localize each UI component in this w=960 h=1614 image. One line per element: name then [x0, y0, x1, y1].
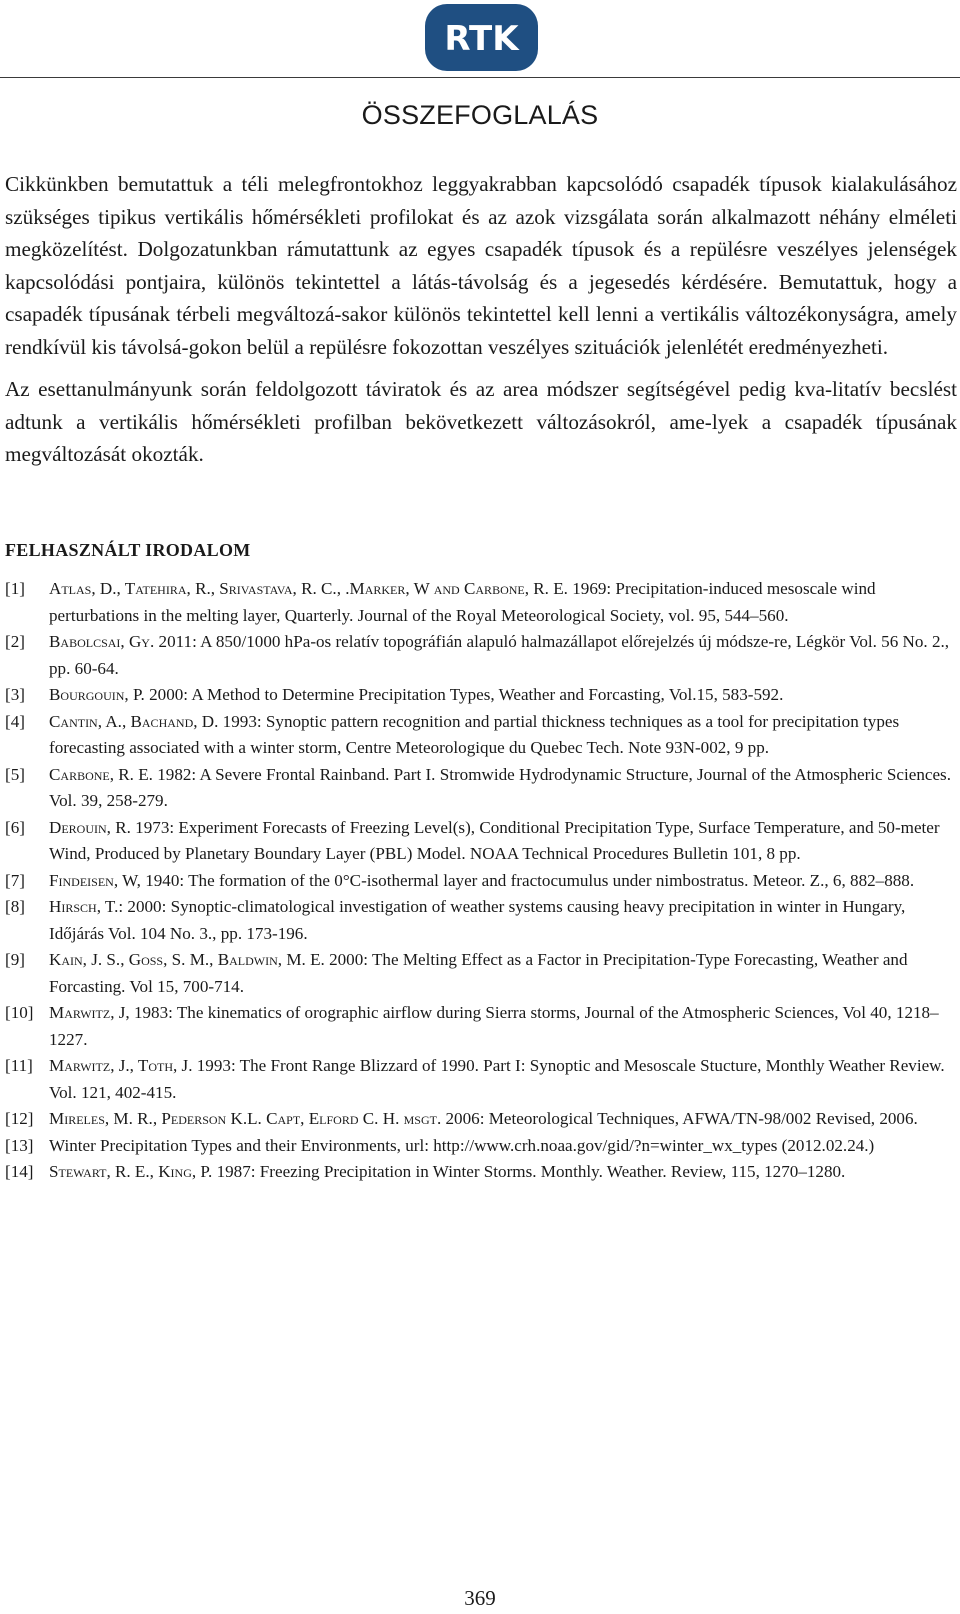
reference-item — [5, 1000, 955, 1053]
reference-number: [13] — [5, 1135, 34, 1155]
reference-number: [12] — [5, 1109, 34, 1128]
reference-details: 2011: A 850/1000 hPa-os relatív topográfián alapuló halmazállapot előrejelzés új módsze-re, Légkör Vol. 56 No. 2., pp. 60-64. — [49, 632, 950, 678]
reference-item — [5, 629, 955, 682]
reference-details: 1983: The kinematics of orographic airflow during Sierra storms, Journal of the Atmospheric Sciences, Vol 40, 1218–1227. — [49, 1003, 939, 1049]
reference-number: [9] — [5, 950, 25, 969]
reference-text — [49, 947, 955, 1000]
reference-number: [6] — [5, 817, 25, 837]
reference-details: Winter Precipitation Types and their Environments, url: http://www.crh.noaa.gov/gid/?n=winter_wx_types (2012.02.24.) — [49, 1135, 875, 1155]
reference-number: [10] — [5, 1003, 34, 1022]
reference-authors: Atlas, D., Tatehira, R., Srivastava, R. C., .Marker, W and Carbone, R. E. — [49, 579, 568, 598]
summary-paragraph: Az esettanulmányunk során feldolgozott táviratok és az area módszer segítségével pedig kva-litatív becslést adtunk a vertikális hőmérsékleti profilban bekövetkezett változásokról, ame-lyek a csapadék típusának megváltozását okozták. — [5, 377, 957, 466]
reference-authors: Stewart, R. E., King, P. — [49, 1162, 213, 1181]
reference-details: 2000: The Melting Effect as a Factor in Precipitation-Type Forecasting, Weather and Forcasting. Vol 15, 700-714. — [49, 950, 908, 996]
reference-text — [49, 1106, 955, 1133]
reference-text — [49, 1133, 955, 1160]
reference-authors: Hirsch, T.: — [49, 897, 124, 916]
reference-number: [4] — [5, 711, 25, 731]
reference-text — [49, 576, 955, 629]
reference-details: 1993: The Front Range Blizzard of 1990. Part I: Synoptic and Mesoscale Stucture, Monthly Weather Review. Vol. 121, 402-415. — [49, 1056, 945, 1102]
reference-text — [49, 1159, 955, 1186]
reference-details: 1969: Precipitation-induced mesoscale wind perturbations in the melting layer, Quarterly. Journal of the Royal Meteorological Society, vol. 95, 544–560. — [49, 579, 876, 625]
reference-authors: Marwitz, J., Toth, J. — [49, 1056, 193, 1075]
reference-details: 1982: A Severe Frontal Rainband. Part I. Stromwide Hydrodynamic Structure, Journal of the Atmospheric Sciences. Vol. 39, 258-279. — [49, 764, 951, 810]
reference-item — [5, 709, 955, 762]
reference-authors: Bourgouin, P. — [49, 685, 145, 704]
reference-details: 2000: Synoptic-climatological investigation of weather systems causing heavy precipitation in winter in Hungary, Időjárás Vol. 104 No. 3., pp. 173-196. — [49, 897, 906, 943]
references-list — [5, 576, 955, 1186]
reference-item — [5, 1106, 955, 1133]
reference-authors: Kain, J. S., Goss, S. M., Baldwin, M. E. — [49, 950, 325, 969]
reference-text — [49, 682, 955, 709]
reference-details: 1987: Freezing Precipitation in Winter Storms. Monthly. Weather. Review, 115, 1270–1280. — [212, 1162, 846, 1181]
reference-text — [49, 1000, 955, 1053]
reference-text — [49, 815, 955, 868]
reference-text — [49, 762, 955, 815]
reference-details: 1973: Experiment Forecasts of Freezing Level(s), Conditional Precipitation Type, Surface Temperature, and 50-meter Wind, Produced by Planetary Boundary Layer (PBL) Model. NOAA Technical Procedures Bulletin 101, 8 pp. — [49, 817, 940, 863]
reference-details: 2006: Meteorological Techniques, AFWA/TN-98/002 Revised, 2006. — [441, 1109, 918, 1128]
page-number: 369 — [464, 1586, 496, 1610]
reference-authors: Carbone, R. E. — [49, 764, 153, 784]
references-heading: FELHASZNÁLT IRODALOM — [5, 540, 251, 560]
reference-details: 1940: The formation of the 0°C-isothermal layer and fractocumulus under nimbostratus. Meteor. Z., 6, 882–888. — [140, 870, 915, 890]
reference-text — [49, 1053, 955, 1106]
reference-details: 2000: A Method to Determine Precipitation Types, Weather and Forcasting, Vol.15, 583-592. — [144, 685, 784, 704]
reference-authors: Derouin, R. — [49, 817, 131, 837]
reference-item — [5, 1159, 955, 1186]
reference-number: [8] — [5, 897, 25, 916]
logo-text: RTK — [444, 19, 519, 59]
reference-item — [5, 682, 955, 709]
reference-authors: Findeisen, W, — [49, 870, 141, 890]
reference-number: [14] — [5, 1162, 34, 1181]
reference-number: [3] — [5, 685, 25, 704]
reference-item — [5, 576, 955, 629]
reference-text — [49, 709, 955, 762]
summary-paragraph: Cikkünkben bemutattuk a téli melegfrontokhoz leggyakrabban kapcsolódó csapadék típusok kialakulásához szükséges tipikus vertikális hőmérsékleti profilokat és az azok vizsgálata során alkalmazott néhány elméleti megközelítést. Dolgozatunkban rámutattunk az egyes csapadék típusok és a repülésre veszélyes jelenségek kapcsolódási pontjaira, különös tekintettel a látás-távolság és a jegesedés kérdésére. Bemutattuk, hogy a csapadék típusának térbeli megváltozá-sakor különös tekintettel kell lenni a vertikális változékonyságra, amely rendkívül kis távolsá-gokon belül a repülésre fokozottan veszélyes szituációk jelenlétét eredményezheti. — [5, 172, 957, 359]
reference-details: 1993: Synoptic pattern recognition and partial thickness techniques as a tool for precipitation types forecasting associated with a winter storm, Centre Meteorologique du Quebec Tech. Note 93N-002, 9 pp. — [49, 711, 900, 757]
reference-item — [5, 894, 955, 947]
reference-text — [49, 629, 955, 682]
reference-item — [5, 868, 955, 895]
reference-text — [49, 894, 955, 947]
reference-text — [49, 868, 955, 895]
reference-item — [5, 1053, 955, 1106]
summary-body — [5, 168, 957, 481]
reference-authors: Babolcsai, Gy. — [49, 632, 155, 651]
reference-authors: Marwitz, J, — [49, 1003, 130, 1022]
section-title: ÖSSZEFOGLALÁS — [361, 100, 599, 130]
reference-number: [11] — [5, 1056, 33, 1075]
reference-authors: Cantin, A., Bachand, D. — [49, 711, 219, 731]
reference-item — [5, 762, 955, 815]
reference-number: [2] — [5, 632, 25, 651]
reference-number: [5] — [5, 764, 25, 784]
reference-number: [7] — [5, 870, 25, 890]
reference-item — [5, 815, 955, 868]
header-divider — [0, 77, 960, 78]
reference-authors: Mireles, M. R., Pederson K.L. Capt, Elford C. H. msgt. — [49, 1109, 442, 1128]
reference-item — [5, 1133, 955, 1160]
rtk-logo — [424, 3, 539, 72]
reference-item — [5, 947, 955, 1000]
reference-number: [1] — [5, 579, 25, 598]
